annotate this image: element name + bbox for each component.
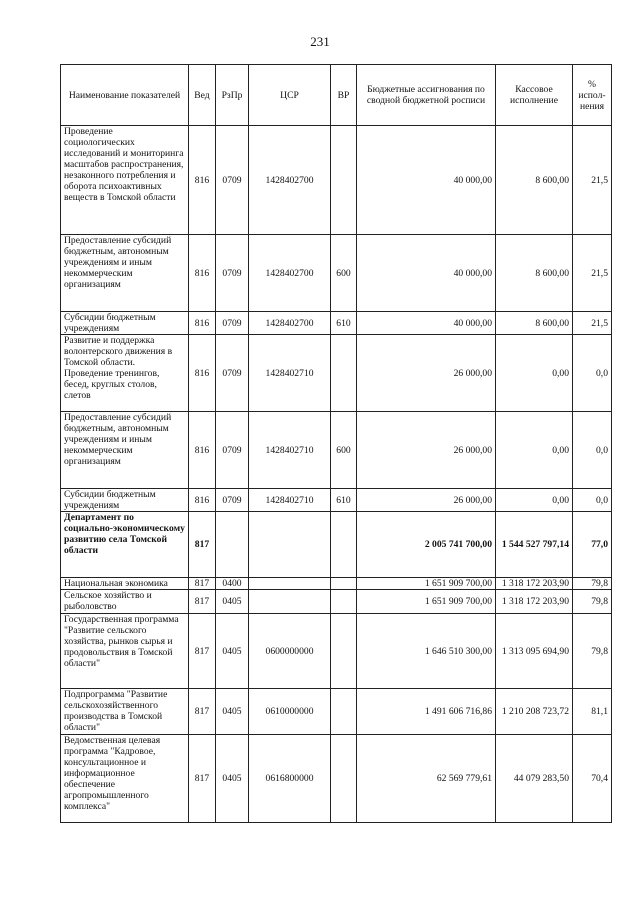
row-rzpr-cell: 0709 [216, 126, 249, 235]
header-ved: Вед [189, 65, 216, 126]
row-vr-cell [331, 512, 357, 578]
row-percent-cell: 21,5 [573, 235, 612, 312]
row-ved-cell: 816 [189, 335, 216, 412]
row-budget-cell: 1 651 909 700,00 [357, 578, 496, 590]
header-budget: Бюджетные ассигнования по сводной бюджетной росписи [357, 65, 496, 126]
header-rzpr: РзПр [216, 65, 249, 126]
row-cash-cell: 1 210 208 723,72 [496, 689, 573, 735]
row-percent-cell: 0,0 [573, 335, 612, 412]
row-percent-cell: 70,4 [573, 735, 612, 823]
row-ved-cell: 817 [189, 735, 216, 823]
row-vr-cell: 610 [331, 312, 357, 335]
row-name-cell: Сельское хозяйство и рыболовство [61, 590, 189, 614]
row-csr-cell: 1428402700 [249, 235, 331, 312]
row-csr-cell [249, 578, 331, 590]
row-rzpr-cell: 0709 [216, 335, 249, 412]
row-rzpr-cell: 0709 [216, 489, 249, 512]
row-csr-cell: 0616800000 [249, 735, 331, 823]
table-row [61, 312, 612, 335]
row-budget-cell: 2 005 741 700,00 [357, 512, 496, 578]
row-csr-cell: 0600000000 [249, 614, 331, 689]
row-budget-cell: 1 646 510 300,00 [357, 614, 496, 689]
row-ved-cell: 816 [189, 412, 216, 489]
row-cash-cell: 0,00 [496, 412, 573, 489]
row-percent-cell: 77,0 [573, 512, 612, 578]
page-number: 231 [310, 34, 330, 49]
row-csr-cell [249, 512, 331, 578]
row-csr-cell [249, 590, 331, 614]
table-row [61, 412, 612, 489]
row-name-cell: Государственная программа "Развитие сельского хозяйства, рынков сырья и продовольствия в Томской области" [61, 614, 189, 689]
row-budget-cell: 40 000,00 [357, 312, 496, 335]
budget-execution-table [60, 64, 612, 823]
row-name-cell: Ведомственная целевая программа "Кадровое, консультационное и информационное обеспечение агропромышленного комплекса" [61, 735, 189, 823]
row-csr-cell: 1428402710 [249, 335, 331, 412]
row-cash-cell: 8 600,00 [496, 126, 573, 235]
row-cash-cell: 8 600,00 [496, 312, 573, 335]
table-row [61, 590, 612, 614]
row-ved-cell: 816 [189, 312, 216, 335]
row-ved-cell: 817 [189, 512, 216, 578]
row-budget-cell: 1 651 909 700,00 [357, 590, 496, 614]
row-percent-cell: 81,1 [573, 689, 612, 735]
table-row [61, 614, 612, 689]
table-row [61, 335, 612, 412]
row-cash-cell: 8 600,00 [496, 235, 573, 312]
table-row [61, 489, 612, 512]
row-rzpr-cell: 0405 [216, 614, 249, 689]
row-vr-cell: 600 [331, 412, 357, 489]
row-percent-cell: 0,0 [573, 412, 612, 489]
row-rzpr-cell: 0400 [216, 578, 249, 590]
row-ved-cell: 816 [189, 126, 216, 235]
row-vr-cell [331, 335, 357, 412]
row-budget-cell: 40 000,00 [357, 126, 496, 235]
row-rzpr-cell: 0709 [216, 312, 249, 335]
header-csr: ЦСР [249, 65, 331, 126]
row-ved-cell: 816 [189, 489, 216, 512]
table-row [61, 735, 612, 823]
table-row [61, 689, 612, 735]
row-budget-cell: 26 000,00 [357, 489, 496, 512]
row-cash-cell: 1 318 172 203,90 [496, 590, 573, 614]
row-vr-cell [331, 578, 357, 590]
row-cash-cell: 0,00 [496, 489, 573, 512]
row-name-cell: Предоставление субсидий бюджетным, автономным учреждениям и иным некоммерческим организациям [61, 412, 189, 489]
table-body [61, 126, 612, 823]
row-ved-cell: 817 [189, 578, 216, 590]
row-vr-cell [331, 689, 357, 735]
row-ved-cell: 816 [189, 235, 216, 312]
row-csr-cell: 0610000000 [249, 689, 331, 735]
table-row [61, 512, 612, 578]
row-vr-cell [331, 614, 357, 689]
row-name-cell: Субсидии бюджетным учреждениям [61, 489, 189, 512]
row-vr-cell [331, 126, 357, 235]
table-row [61, 578, 612, 590]
row-csr-cell: 1428402710 [249, 489, 331, 512]
row-budget-cell: 26 000,00 [357, 335, 496, 412]
row-cash-cell: 1 313 095 694,90 [496, 614, 573, 689]
row-csr-cell: 1428402700 [249, 126, 331, 235]
row-vr-cell [331, 590, 357, 614]
row-cash-cell: 1 318 172 203,90 [496, 578, 573, 590]
row-csr-cell: 1428402710 [249, 412, 331, 489]
row-ved-cell: 817 [189, 590, 216, 614]
row-percent-cell: 21,5 [573, 312, 612, 335]
row-csr-cell: 1428402700 [249, 312, 331, 335]
row-name-cell: Проведение социологических исследований и мониторинга масштабов распространения, незаконного потребления и оборота психоактивных веществ в Томской области [61, 126, 189, 235]
row-ved-cell: 817 [189, 689, 216, 735]
row-percent-cell: 21,5 [573, 126, 612, 235]
row-name-cell: Национальная экономика [61, 578, 189, 590]
row-cash-cell: 44 079 283,50 [496, 735, 573, 823]
row-name-cell: Предоставление субсидий бюджетным, автономным учреждениям и иным некоммерческим организациям [61, 235, 189, 312]
table-row [61, 235, 612, 312]
header-percent: % испол-нения [573, 65, 612, 126]
row-rzpr-cell: 0405 [216, 735, 249, 823]
row-rzpr-cell: 0709 [216, 412, 249, 489]
row-name-cell: Субсидии бюджетным учреждениям [61, 312, 189, 335]
row-percent-cell: 79,8 [573, 590, 612, 614]
row-budget-cell: 26 000,00 [357, 412, 496, 489]
row-cash-cell: 1 544 527 797,14 [496, 512, 573, 578]
table-header-row [61, 65, 612, 126]
header-vr: ВР [331, 65, 357, 126]
row-vr-cell: 610 [331, 489, 357, 512]
row-budget-cell: 1 491 606 716,86 [357, 689, 496, 735]
row-percent-cell: 0,0 [573, 489, 612, 512]
row-ved-cell: 817 [189, 614, 216, 689]
row-vr-cell [331, 735, 357, 823]
row-rzpr-cell: 0405 [216, 689, 249, 735]
row-name-cell: Развитие и поддержка волонтерского движения в Томской области. Проведение тренингов, бесед, круглых столов, слетов [61, 335, 189, 412]
row-budget-cell: 62 569 779,61 [357, 735, 496, 823]
row-percent-cell: 79,8 [573, 578, 612, 590]
row-rzpr-cell: 0709 [216, 235, 249, 312]
row-rzpr-cell: 0405 [216, 590, 249, 614]
row-name-cell: Департамент по социально-экономическому развитию села Томской области [61, 512, 189, 578]
row-name-cell: Подпрограмма "Развитие сельскохозяйственного производства в Томской области" [61, 689, 189, 735]
row-cash-cell: 0,00 [496, 335, 573, 412]
row-percent-cell: 79,8 [573, 614, 612, 689]
row-vr-cell: 600 [331, 235, 357, 312]
header-cash: Кассовое исполнение [496, 65, 573, 126]
table-row [61, 126, 612, 235]
row-rzpr-cell [216, 512, 249, 578]
row-budget-cell: 40 000,00 [357, 235, 496, 312]
header-name: Наименование показателей [61, 65, 189, 126]
